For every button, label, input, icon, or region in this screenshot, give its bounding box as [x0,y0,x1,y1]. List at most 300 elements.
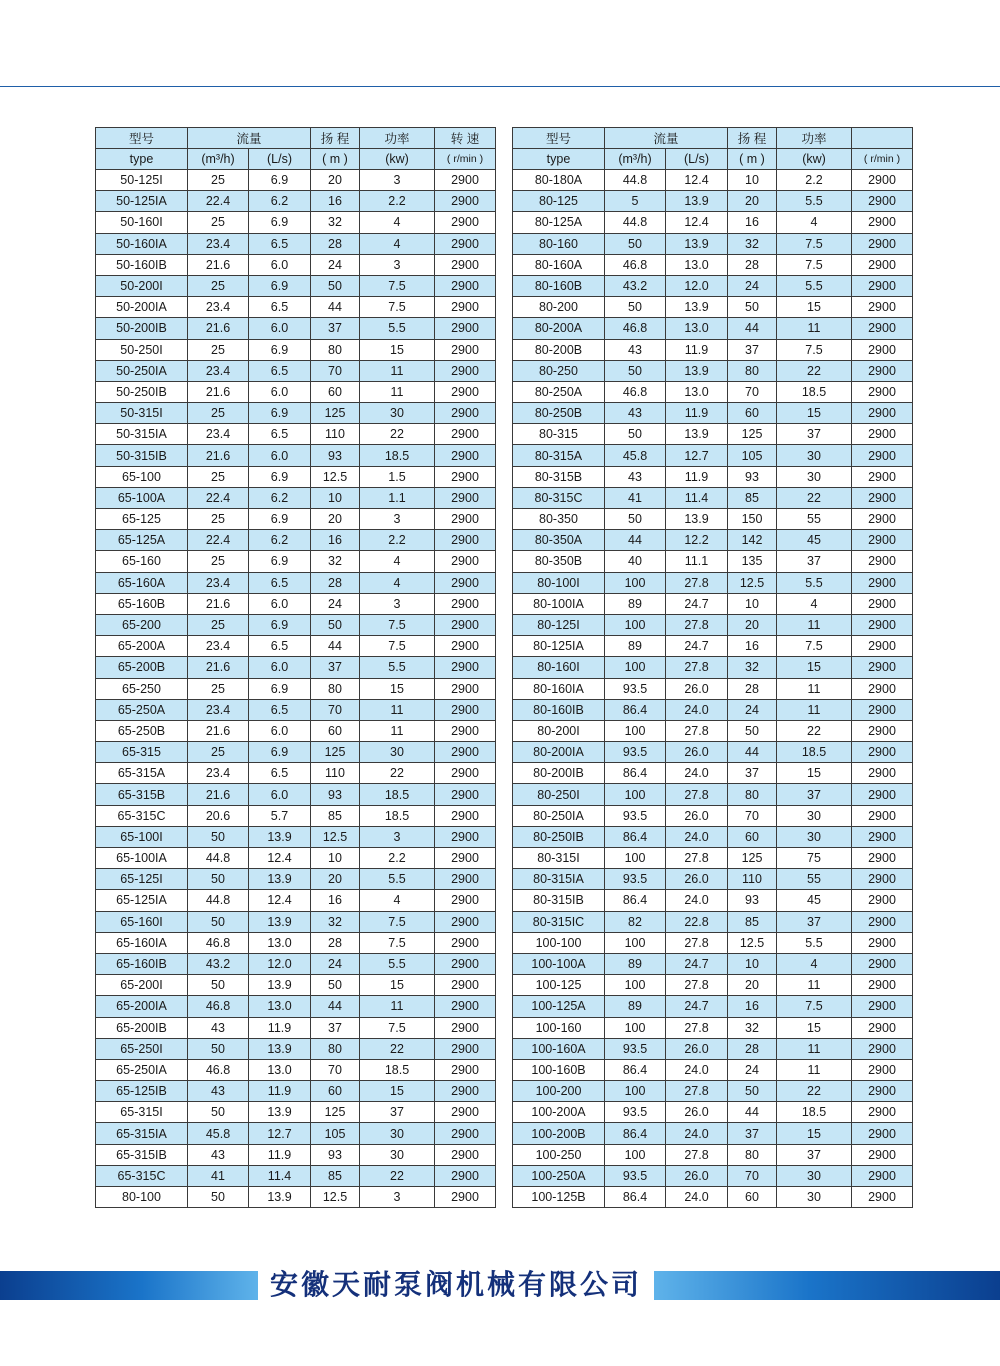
cell-power: 7.5 [360,614,435,635]
cell-power: 5.5 [360,869,435,890]
cell-head: 125 [728,424,777,445]
cell-speed: 2900 [435,191,496,212]
cell-power: 11 [777,614,852,635]
cell-power: 30 [777,445,852,466]
cell-head: 16 [311,530,360,551]
cell-power: 15 [777,403,852,424]
cell-flow-m3h: 100 [605,975,666,996]
cell-power: 3 [360,170,435,191]
cell-power: 22 [777,1081,852,1102]
table-row [513,509,913,530]
cell-head: 85 [311,805,360,826]
cell-type: 80-160 [513,233,605,254]
cell-flow-m3h: 21.6 [188,318,249,339]
cell-flow-m3h: 50 [605,424,666,445]
cell-flow-m3h: 44.8 [605,212,666,233]
cell-type: 100-160B [513,1059,605,1080]
cell-speed: 2900 [852,1059,913,1080]
table-row [96,551,496,572]
cell-speed: 2900 [435,572,496,593]
cell-flow-ls: 13.9 [249,1187,311,1208]
header-power-cn: 功率 [360,128,435,149]
cell-speed: 2900 [852,212,913,233]
cell-power: 30 [360,1123,435,1144]
header-flow-cn: 流量 [188,128,311,149]
cell-flow-m3h: 86.4 [605,890,666,911]
cell-flow-m3h: 46.8 [188,996,249,1017]
cell-speed: 2900 [435,1038,496,1059]
cell-head: 20 [311,869,360,890]
cell-flow-ls: 6.5 [249,763,311,784]
cell-type: 65-315IA [96,1123,188,1144]
cell-head: 150 [728,509,777,530]
cell-speed: 2900 [852,1123,913,1144]
cell-power: 7.5 [777,996,852,1017]
cell-head: 32 [311,551,360,572]
table-row [96,530,496,551]
cell-speed: 2900 [435,826,496,847]
table-row [513,1144,913,1165]
cell-power: 7.5 [360,911,435,932]
cell-speed: 2900 [435,445,496,466]
cell-power: 7.5 [360,932,435,953]
cell-flow-m3h: 100 [605,784,666,805]
cell-flow-ls: 6.9 [249,403,311,424]
table-row [96,191,496,212]
cell-speed: 2900 [435,784,496,805]
cell-speed: 2900 [852,869,913,890]
cell-flow-m3h: 43.2 [605,275,666,296]
cell-flow-m3h: 22.4 [188,191,249,212]
cell-flow-m3h: 23.4 [188,572,249,593]
cell-flow-ls: 26.0 [666,1038,728,1059]
cell-head: 70 [728,381,777,402]
table-row [513,191,913,212]
cell-head: 12.5 [311,1187,360,1208]
cell-type: 65-100I [96,826,188,847]
cell-flow-ls: 27.8 [666,975,728,996]
cell-power: 55 [777,509,852,530]
cell-power: 4 [360,890,435,911]
cell-flow-ls: 12.0 [249,953,311,974]
cell-head: 60 [728,826,777,847]
cell-head: 16 [728,996,777,1017]
cell-head: 50 [728,720,777,741]
cell-type: 65-315I [96,1102,188,1123]
cell-head: 80 [311,1038,360,1059]
cell-flow-ls: 13.9 [249,1102,311,1123]
cell-type: 65-200IB [96,1017,188,1038]
cell-power: 7.5 [777,636,852,657]
cell-speed: 2900 [852,848,913,869]
cell-flow-m3h: 23.4 [188,297,249,318]
cell-speed: 2900 [435,530,496,551]
table-row [96,1102,496,1123]
table-row [513,1102,913,1123]
table-row [513,297,913,318]
cell-type: 65-125I [96,869,188,890]
header-flow-m3h: (m³/h) [188,149,249,170]
cell-flow-m3h: 93.5 [605,742,666,763]
cell-power: 7.5 [777,233,852,254]
cell-type: 80-200IB [513,763,605,784]
header-type-cn: 型号 [96,128,188,149]
cell-type: 65-100 [96,466,188,487]
table-row [513,826,913,847]
table-row [513,318,913,339]
cell-type: 80-100 [96,1187,188,1208]
cell-flow-m3h: 21.6 [188,593,249,614]
cell-power: 37 [777,784,852,805]
cell-power: 15 [777,297,852,318]
cell-type: 65-160I [96,911,188,932]
cell-power: 7.5 [360,636,435,657]
cell-type: 80-160IB [513,699,605,720]
cell-power: 15 [777,763,852,784]
cell-flow-ls: 13.9 [666,233,728,254]
cell-head: 28 [311,932,360,953]
cell-type: 80-250I [513,784,605,805]
cell-flow-m3h: 25 [188,403,249,424]
cell-speed: 2900 [435,720,496,741]
table-row [96,233,496,254]
table-row [96,1144,496,1165]
cell-type: 80-125IA [513,636,605,657]
cell-flow-m3h: 21.6 [188,784,249,805]
cell-flow-ls: 6.9 [249,212,311,233]
cell-type: 80-200I [513,720,605,741]
cell-head: 24 [311,953,360,974]
header-head-unit: ( m ) [311,149,360,170]
cell-power: 11 [777,699,852,720]
cell-type: 100-250 [513,1144,605,1165]
cell-flow-m3h: 89 [605,996,666,1017]
cell-flow-m3h: 23.4 [188,360,249,381]
cell-type: 50-125I [96,170,188,191]
cell-flow-m3h: 45.8 [605,445,666,466]
cell-power: 15 [777,1123,852,1144]
cell-power: 30 [777,805,852,826]
cell-flow-ls: 6.0 [249,784,311,805]
cell-flow-m3h: 21.6 [188,381,249,402]
cell-flow-m3h: 46.8 [188,932,249,953]
cell-flow-ls: 12.4 [666,170,728,191]
cell-head: 28 [311,233,360,254]
cell-flow-ls: 11.9 [249,1144,311,1165]
cell-flow-ls: 6.2 [249,530,311,551]
cell-speed: 2900 [852,996,913,1017]
cell-flow-ls: 6.0 [249,445,311,466]
cell-speed: 2900 [435,593,496,614]
table-row [96,826,496,847]
cell-flow-m3h: 21.6 [188,657,249,678]
table-row [513,848,913,869]
cell-flow-ls: 11.9 [249,1017,311,1038]
cell-head: 32 [728,1017,777,1038]
cell-type: 65-125IA [96,890,188,911]
cell-head: 37 [728,763,777,784]
cell-flow-ls: 26.0 [666,1102,728,1123]
cell-head: 10 [728,170,777,191]
cell-power: 18.5 [360,805,435,826]
cell-head: 44 [311,636,360,657]
header-speed-unit: ( r/min ) [435,149,496,170]
table-row [96,720,496,741]
table-row [513,381,913,402]
cell-flow-ls: 6.9 [249,509,311,530]
table-row [96,742,496,763]
company-name: 安徽天耐泵阀机械有限公司 [269,1268,642,1301]
cell-type: 100-125 [513,975,605,996]
cell-flow-ls: 12.4 [249,890,311,911]
cell-power: 4 [360,551,435,572]
cell-flow-m3h: 45.8 [188,1123,249,1144]
cell-flow-ls: 13.9 [666,424,728,445]
cell-flow-m3h: 43.2 [188,953,249,974]
header-head-cn: 扬 程 [728,128,777,149]
cell-speed: 2900 [852,699,913,720]
cell-head: 20 [311,170,360,191]
cell-speed: 2900 [435,212,496,233]
cell-type: 80-315I [513,848,605,869]
cell-flow-m3h: 100 [605,572,666,593]
cell-type: 80-100I [513,572,605,593]
cell-type: 80-160I [513,657,605,678]
header-power-cn: 功率 [777,128,852,149]
cell-flow-ls: 6.0 [249,254,311,275]
table-row [513,254,913,275]
cell-speed: 2900 [435,1081,496,1102]
cell-speed: 2900 [852,1144,913,1165]
cell-speed: 2900 [852,784,913,805]
cell-type: 65-160A [96,572,188,593]
cell-flow-m3h: 21.6 [188,445,249,466]
cell-speed: 2900 [435,996,496,1017]
cell-speed: 2900 [852,742,913,763]
table-row [513,1165,913,1186]
cell-speed: 2900 [435,170,496,191]
cell-flow-ls: 13.9 [666,297,728,318]
header-power-unit: (kw) [777,149,852,170]
cell-head: 85 [728,911,777,932]
cell-type: 80-315 [513,424,605,445]
table-row [96,466,496,487]
cell-head: 20 [728,975,777,996]
cell-flow-ls: 24.7 [666,593,728,614]
cell-head: 37 [311,657,360,678]
cell-type: 50-160IB [96,254,188,275]
cell-head: 93 [728,466,777,487]
table-header-row-2 [96,149,496,170]
table-row [96,614,496,635]
pump-spec-table-right [512,127,913,1208]
cell-flow-ls: 24.0 [666,1187,728,1208]
cell-flow-ls: 11.4 [249,1165,311,1186]
cell-head: 12.5 [728,572,777,593]
cell-speed: 2900 [435,233,496,254]
table-row [96,339,496,360]
cell-head: 16 [728,212,777,233]
table-row [513,911,913,932]
table-row [96,445,496,466]
table-row [96,1123,496,1144]
table-row [96,1059,496,1080]
cell-flow-ls: 13.9 [249,1038,311,1059]
table-row [513,530,913,551]
table-row [513,593,913,614]
cell-power: 22 [360,1165,435,1186]
cell-flow-m3h: 5 [605,191,666,212]
cell-type: 65-250A [96,699,188,720]
cell-speed: 2900 [435,932,496,953]
cell-head: 28 [728,1038,777,1059]
cell-flow-m3h: 93.5 [605,1102,666,1123]
cell-speed: 2900 [435,424,496,445]
cell-flow-ls: 27.8 [666,784,728,805]
cell-speed: 2900 [852,551,913,572]
header-head-cn: 扬 程 [311,128,360,149]
cell-type: 65-125A [96,530,188,551]
cell-flow-m3h: 93.5 [605,678,666,699]
cell-flow-ls: 6.5 [249,424,311,445]
cell-flow-ls: 12.4 [249,848,311,869]
cell-speed: 2900 [852,509,913,530]
cell-flow-m3h: 25 [188,678,249,699]
cell-type: 65-160B [96,593,188,614]
table-row [96,381,496,402]
cell-head: 16 [728,636,777,657]
cell-type: 65-200I [96,975,188,996]
cell-head: 16 [311,890,360,911]
cell-head: 12.5 [728,932,777,953]
cell-type: 100-125A [513,996,605,1017]
table-row [513,678,913,699]
cell-head: 80 [728,1144,777,1165]
cell-head: 12.5 [311,466,360,487]
cell-head: 80 [728,784,777,805]
cell-power: 18.5 [360,1059,435,1080]
cell-type: 65-100IA [96,848,188,869]
cell-speed: 2900 [435,890,496,911]
cell-power: 30 [360,1144,435,1165]
cell-flow-m3h: 22.4 [188,487,249,508]
cell-flow-ls: 27.8 [666,720,728,741]
cell-power: 55 [777,869,852,890]
table-row [96,212,496,233]
table-row [513,636,913,657]
cell-power: 1.5 [360,466,435,487]
cell-power: 15 [777,657,852,678]
cell-power: 5.5 [777,572,852,593]
cell-head: 110 [311,763,360,784]
table-row [96,848,496,869]
cell-flow-m3h: 43 [188,1017,249,1038]
table-row [96,1187,496,1208]
cell-speed: 2900 [435,487,496,508]
table-row [513,487,913,508]
cell-flow-ls: 24.0 [666,826,728,847]
cell-flow-ls: 13.0 [249,1059,311,1080]
cell-flow-ls: 26.0 [666,678,728,699]
cell-head: 70 [311,360,360,381]
header-speed-unit: ( r/min ) [852,149,913,170]
cell-flow-m3h: 50 [188,1038,249,1059]
cell-speed: 2900 [435,805,496,826]
table-row [96,593,496,614]
cell-flow-m3h: 25 [188,742,249,763]
cell-flow-ls: 6.0 [249,318,311,339]
cell-power: 2.2 [360,191,435,212]
cell-speed: 2900 [435,1165,496,1186]
cell-flow-ls: 27.8 [666,1081,728,1102]
cell-flow-m3h: 44 [605,530,666,551]
cell-speed: 2900 [852,1187,913,1208]
cell-head: 105 [311,1123,360,1144]
cell-head: 60 [311,1081,360,1102]
cell-head: 70 [728,1165,777,1186]
cell-speed: 2900 [852,487,913,508]
cell-flow-ls: 6.9 [249,551,311,572]
table-row [513,339,913,360]
cell-head: 125 [311,403,360,424]
cell-head: 37 [728,1123,777,1144]
cell-flow-m3h: 44.8 [605,170,666,191]
cell-type: 80-315IB [513,890,605,911]
cell-type: 80-315A [513,445,605,466]
cell-flow-ls: 24.0 [666,763,728,784]
cell-speed: 2900 [435,254,496,275]
cell-power: 45 [777,530,852,551]
cell-power: 37 [777,551,852,572]
cell-speed: 2900 [435,869,496,890]
cell-head: 44 [728,318,777,339]
cell-flow-m3h: 50 [188,826,249,847]
table-row [513,657,913,678]
cell-head: 110 [311,424,360,445]
cell-type: 80-125A [513,212,605,233]
table-row [96,403,496,424]
cell-speed: 2900 [435,953,496,974]
table-row [513,1081,913,1102]
cell-power: 11 [777,1038,852,1059]
table-row [513,551,913,572]
cell-power: 22 [777,720,852,741]
cell-power: 15 [360,339,435,360]
cell-head: 24 [311,254,360,275]
table-row [96,487,496,508]
cell-head: 32 [311,212,360,233]
cell-speed: 2900 [435,360,496,381]
table-row [513,699,913,720]
cell-power: 22 [777,487,852,508]
table-row [513,1038,913,1059]
cell-type: 65-315C [96,1165,188,1186]
table-row [513,614,913,635]
cell-flow-m3h: 46.8 [188,1059,249,1080]
cell-speed: 2900 [852,360,913,381]
cell-speed: 2900 [852,932,913,953]
table-row [96,1165,496,1186]
cell-head: 93 [311,1144,360,1165]
header-flow-cn: 流量 [605,128,728,149]
cell-head: 24 [311,593,360,614]
cell-speed: 2900 [435,657,496,678]
cell-flow-ls: 13.0 [249,996,311,1017]
cell-power: 37 [360,1102,435,1123]
table-row [96,1017,496,1038]
cell-type: 80-350A [513,530,605,551]
cell-flow-m3h: 43 [188,1081,249,1102]
